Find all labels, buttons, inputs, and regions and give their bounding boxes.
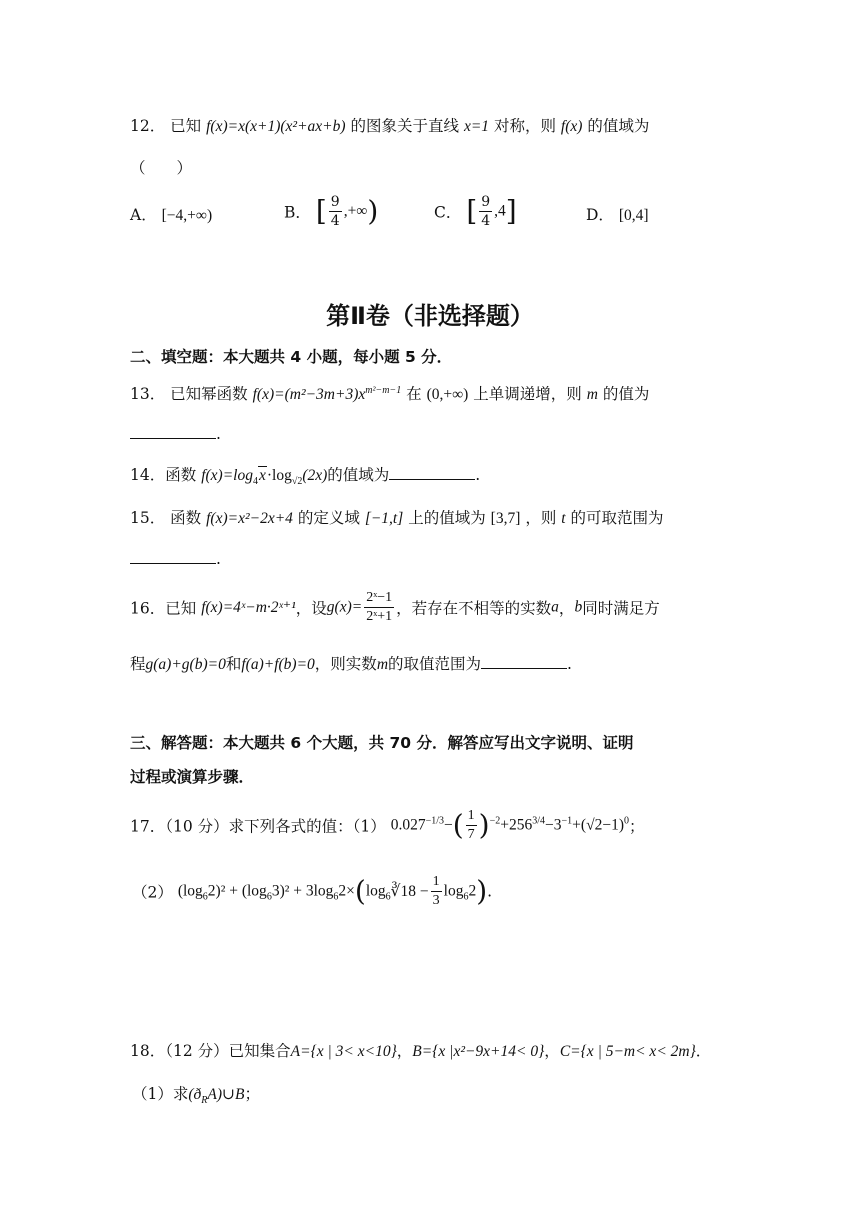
interval: [−1,t]: [364, 510, 404, 527]
numerator: 2ˣ−1: [364, 590, 394, 608]
punctuation: .: [216, 550, 221, 568]
punctuation: ；: [629, 817, 645, 836]
option-value: ,4: [494, 202, 506, 220]
question-16-line2: [130, 652, 730, 674]
math-term: (log: [177, 882, 203, 900]
variable: m: [586, 386, 598, 403]
numerator: 9: [330, 194, 340, 210]
math-term: −3: [545, 816, 562, 834]
variable: b: [574, 598, 583, 616]
fraction: [431, 874, 442, 909]
punctuation: .: [567, 655, 572, 673]
question-text: ，若存在不相等的实数: [396, 599, 552, 618]
punctuation: .: [475, 466, 481, 484]
question-number: 15．: [130, 509, 166, 527]
log-base: 4: [252, 476, 258, 488]
math-term: 3)² + 3log: [271, 882, 334, 900]
fill-heading: 二、填空题：本大题共 4 小题，每小题 5 分．: [130, 348, 453, 366]
denominator: 3: [432, 893, 440, 908]
fraction: [329, 194, 342, 229]
option-value: [0,4]: [618, 207, 649, 224]
question-text: 已知幂函数: [170, 385, 248, 403]
math-term: log: [365, 882, 386, 900]
question-text: （10 分）求下列各式的值：（1）: [165, 817, 386, 836]
option-d: [586, 203, 649, 225]
answer-paren: （ ）: [130, 159, 193, 177]
option-label: C．: [434, 203, 462, 222]
part-label: （1）求: [132, 1085, 189, 1103]
question-text: 的可取范围为: [570, 509, 664, 527]
fraction: [479, 194, 492, 229]
bracket: [: [315, 194, 327, 228]
question-15: [130, 506, 730, 528]
question-text: 在: [406, 385, 422, 403]
question-text: ，则: [525, 509, 557, 527]
question-18: [130, 1039, 730, 1061]
exponent: 0: [624, 815, 629, 827]
function-expression: (2x): [302, 467, 328, 484]
answer-blank[interactable]: [389, 465, 475, 480]
option-label: D．: [586, 206, 614, 224]
question-16: [130, 590, 730, 625]
question-number: 12．: [130, 117, 166, 135]
option-value: [−4,+∞): [161, 207, 213, 224]
g-fraction: [364, 590, 394, 625]
question-text: 的值域为: [587, 117, 650, 135]
set-expression: A={x | 3< x<10}: [290, 1043, 397, 1060]
question-text: 的值为: [602, 385, 650, 403]
set-expression: B={x |x²−9x+14< 0}: [412, 1043, 545, 1060]
exponent: 3/4: [532, 815, 546, 827]
log-base: 6: [266, 891, 272, 903]
question-text: 对称，则: [493, 117, 556, 135]
variable: t: [561, 510, 566, 527]
question-12-paren: [130, 156, 730, 178]
answer-blank[interactable]: [481, 654, 567, 669]
question-text: 函数: [170, 509, 202, 527]
math-term: +256: [500, 816, 533, 834]
set-expression: C={x | 5−m< x< 2m}: [559, 1043, 696, 1060]
denominator: 4: [481, 213, 491, 229]
option-label: B．: [284, 203, 311, 222]
answer-blank[interactable]: [130, 424, 216, 439]
function-expression: g(x)=: [326, 598, 363, 616]
question-17-part2: [132, 874, 730, 909]
exponent: −1/3: [425, 815, 444, 827]
math-term: 2: [468, 882, 477, 900]
exponent: −2: [489, 815, 501, 827]
denominator: 2ˣ+1: [366, 609, 393, 624]
denominator: 7: [467, 827, 475, 842]
question-13: [130, 382, 730, 404]
option-label: A．: [130, 206, 157, 224]
question-17: [130, 808, 730, 843]
bracket: ): [478, 808, 490, 842]
question-number: 18．: [130, 1042, 166, 1060]
question-text: 已知: [165, 599, 197, 618]
bracket: (: [452, 808, 464, 842]
math-term: +(√2−1): [572, 816, 624, 834]
math-term: 0.027: [390, 816, 426, 834]
bracket: [: [466, 194, 478, 228]
log-base: 6: [463, 891, 469, 903]
function-expression: f(x)=4ˣ−m·2ˣ⁺¹: [201, 599, 296, 616]
variable: a: [551, 598, 559, 616]
question-text: 上单调递增，则: [473, 385, 582, 403]
question-text: 上的值域为: [408, 509, 486, 527]
function-expression: f(x)=log: [201, 467, 253, 484]
punctuation: ；: [244, 1085, 261, 1103]
question-18-part1: [132, 1082, 730, 1107]
set-expression: A)∪B: [207, 1086, 245, 1103]
part-label: （2）: [132, 883, 173, 902]
log-base: 6: [333, 891, 339, 903]
bracket: ): [476, 874, 488, 908]
function-expression: f(x): [560, 118, 583, 135]
punctuation: ，: [558, 599, 575, 618]
subscript: R: [201, 1095, 208, 1107]
math-term: −: [443, 816, 453, 834]
question-text: 已知: [170, 117, 202, 135]
math-term: 2)² + (log: [207, 882, 267, 900]
bracket: ): [367, 194, 379, 228]
punctuation: ，: [396, 1042, 413, 1060]
axis-expression: x=1: [463, 118, 490, 135]
question-text: 和: [225, 655, 242, 673]
interval: [3,7]: [490, 510, 521, 527]
question-text: 的取值范围为: [388, 655, 482, 673]
log-base: √2: [291, 476, 303, 488]
section-title: 第Ⅱ卷（非选择题）: [326, 302, 534, 330]
question-15-blank-line: [130, 549, 730, 568]
numerator: 1: [466, 808, 477, 826]
question-text: 程: [130, 655, 146, 673]
function-expression: f(x)=x²−2x+4: [206, 510, 293, 527]
question-text: 的定义域: [297, 509, 360, 527]
option-value: ,+∞: [343, 202, 368, 220]
numerator: 9: [481, 194, 491, 210]
question-text: ，则实数: [314, 655, 377, 673]
question-number: 13．: [130, 385, 166, 403]
function-expression: ·log: [266, 467, 292, 484]
solve-heading-line1: 三、解答题：本大题共 6 个大题，共 70 分．解答应写出文字说明、证明: [130, 734, 634, 752]
math-term: 2×: [338, 882, 355, 900]
denominator: 4: [330, 213, 340, 229]
option-c: [434, 194, 517, 229]
function-expression: f(x)=x(x+1)(x²+ax+b): [206, 118, 346, 135]
set-expression: (ð: [188, 1086, 202, 1103]
option-b: [284, 194, 378, 229]
interval: (0,+∞): [426, 386, 469, 403]
bracket: (: [354, 874, 366, 908]
numerator: 1: [431, 874, 442, 892]
function-expression: f(x)=(m²−3m+3)x: [252, 386, 366, 403]
fraction: [466, 808, 477, 843]
question-13-blank-line: [130, 424, 730, 443]
variable: m: [376, 656, 389, 673]
question-text: 的值域为: [327, 466, 390, 484]
question-text: 同时满足方: [582, 599, 660, 618]
question-number: 16．: [130, 599, 166, 618]
punctuation: ，: [544, 1042, 560, 1060]
bracket: ]: [505, 194, 517, 228]
question-text: 函数: [165, 466, 197, 484]
option-a: [130, 203, 212, 225]
question-number: 14．: [130, 466, 166, 484]
solve-heading-line2: 过程或演算步骤．: [130, 768, 255, 786]
question-text: ，设: [295, 599, 327, 618]
exponent: m²−m−1: [365, 384, 402, 396]
question-text: 的图象关于直线: [350, 117, 459, 135]
sqrt-x: x: [258, 467, 266, 484]
math-term: ∛18 −: [390, 883, 429, 900]
question-12: [130, 114, 730, 136]
punctuation: .: [216, 425, 221, 443]
exponent: −1: [561, 815, 573, 827]
question-text: （12 分）已知集合: [165, 1042, 291, 1060]
punctuation: ．: [695, 1042, 712, 1060]
log-base: 6: [385, 891, 391, 903]
equation: f(a)+f(b)=0: [241, 656, 315, 673]
log-base: 6: [202, 891, 208, 903]
question-14: [130, 463, 730, 488]
answer-blank[interactable]: [130, 549, 216, 564]
question-number: 17．: [130, 817, 166, 836]
equation: g(a)+g(b)=0: [145, 656, 226, 673]
punctuation: .: [487, 882, 493, 901]
math-term: log: [443, 882, 464, 900]
